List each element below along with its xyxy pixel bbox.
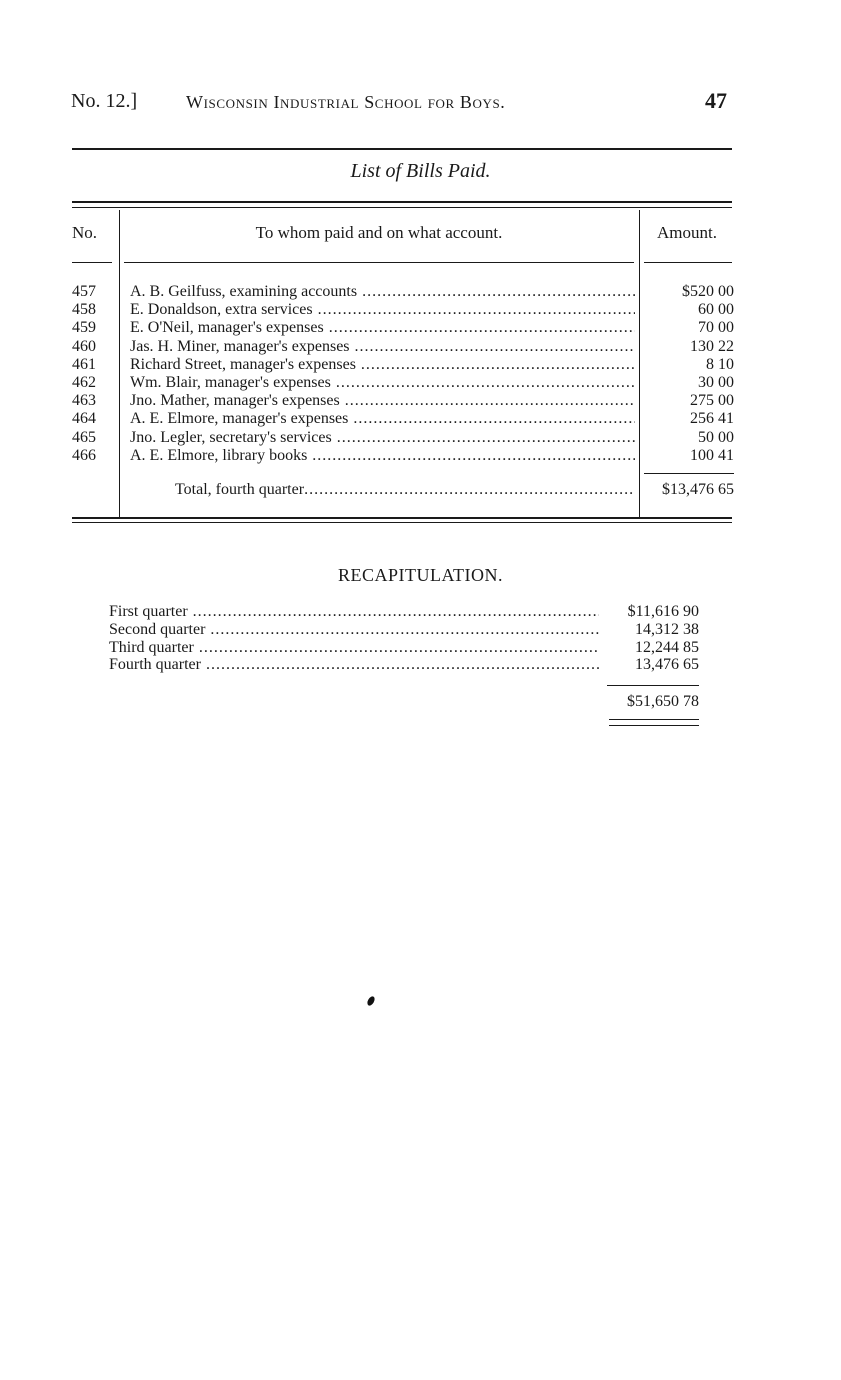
- recap-row: [0, 639, 841, 657]
- bill-amount: 100 41: [690, 446, 734, 464]
- recap-label: Third quarter .....: [109, 639, 599, 657]
- bill-amount: 30 00: [698, 374, 734, 391]
- recap-row: [0, 603, 841, 621]
- ink-speck: [366, 995, 376, 1007]
- column-header-amount: Amount.: [657, 223, 717, 242]
- bill-amount: 275 00: [690, 392, 734, 410]
- bill-amount: 50 00: [698, 428, 734, 446]
- recap-double-rule-bottom: [609, 725, 699, 726]
- bill-description: Jno. Mather, manager's expenses .....: [130, 392, 635, 410]
- total-rule: [644, 473, 734, 474]
- table-row: [0, 410, 841, 428]
- bill-number: 459: [72, 319, 96, 337]
- recap-sum-rule: [607, 685, 699, 686]
- table-row: [0, 301, 841, 319]
- bill-description: Richard Street, manager's expenses .....: [130, 356, 635, 374]
- bill-number: 458: [72, 301, 96, 319]
- recap-double-rule-top: [609, 719, 699, 720]
- header-underline-amount: [644, 262, 732, 263]
- recap-value: 13,476 65: [635, 656, 699, 674]
- page-number: 47: [705, 88, 727, 113]
- table-bottom-rule-thin: [72, 522, 732, 523]
- table-row: [0, 429, 841, 447]
- recap-row: [0, 621, 841, 639]
- table-row: [0, 356, 841, 374]
- total-label: Total, fourth quarter .....: [175, 481, 635, 499]
- bill-amount: $520 00: [682, 283, 734, 300]
- table-row: [0, 319, 841, 337]
- table-top-rule: [72, 201, 732, 203]
- bill-description: E. O'Neil, manager's expenses .....: [130, 319, 635, 337]
- table-title: List of Bills Paid.: [350, 160, 491, 182]
- bill-description: Wm. Blair, manager's expenses .....: [130, 374, 635, 392]
- bill-description: A. B. Geilfuss, examining accounts .....: [130, 283, 635, 301]
- recap-label: Second quarter .....: [109, 621, 599, 639]
- bill-number: 464: [72, 410, 96, 428]
- bill-number: 466: [72, 446, 96, 464]
- table-bottom-rule: [72, 517, 732, 519]
- header-underline-description: [124, 262, 634, 263]
- bill-description: Jno. Legler, secretary's services .....: [130, 429, 635, 447]
- bill-description: A. E. Elmore, manager's expenses .....: [130, 410, 635, 428]
- table-row: [0, 374, 841, 392]
- bill-number: 463: [72, 392, 96, 410]
- table-row: [0, 338, 841, 356]
- table-row: [0, 447, 841, 465]
- bill-description: Jas. H. Miner, manager's expenses .....: [130, 338, 635, 356]
- total-amount: $13,476 65: [662, 481, 734, 498]
- recap-grand-total: $51,650 78: [627, 693, 699, 710]
- recap-row: [0, 656, 841, 674]
- section-number: No. 12.]: [71, 90, 138, 112]
- bill-number: 462: [72, 374, 96, 391]
- bill-number: 461: [72, 355, 96, 373]
- bill-number: 465: [72, 428, 96, 446]
- column-header-description: To whom paid and on what account.: [255, 223, 503, 242]
- table-top-rule-thin: [72, 207, 732, 208]
- recap-value: 12,244 85: [635, 638, 699, 656]
- header-rule: [72, 148, 732, 150]
- table-row: [0, 283, 841, 301]
- header-underline-no: [72, 262, 112, 263]
- column-header-no: No.: [72, 223, 98, 242]
- bill-amount: 130 22: [690, 337, 734, 355]
- table-row: [0, 392, 841, 410]
- running-title: Wisconsin Industrial School for Boys.: [186, 92, 506, 112]
- bill-number: 460: [72, 337, 96, 355]
- recap-value: 14,312 38: [635, 620, 699, 638]
- recap-value: $11,616 90: [627, 603, 699, 620]
- recap-label: First quarter .....: [109, 603, 599, 621]
- bill-description: E. Donaldson, extra services .....: [130, 301, 635, 319]
- bill-amount: 60 00: [698, 301, 734, 319]
- bill-amount: 256 41: [690, 410, 734, 428]
- recap-title: RECAPITULATION.: [338, 565, 503, 585]
- bill-amount: 70 00: [698, 319, 734, 337]
- bill-description: A. E. Elmore, library books .....: [130, 447, 635, 465]
- bill-amount: 8 10: [706, 355, 734, 373]
- recap-label: Fourth quarter .....: [109, 656, 599, 674]
- bill-number: 457: [72, 283, 96, 300]
